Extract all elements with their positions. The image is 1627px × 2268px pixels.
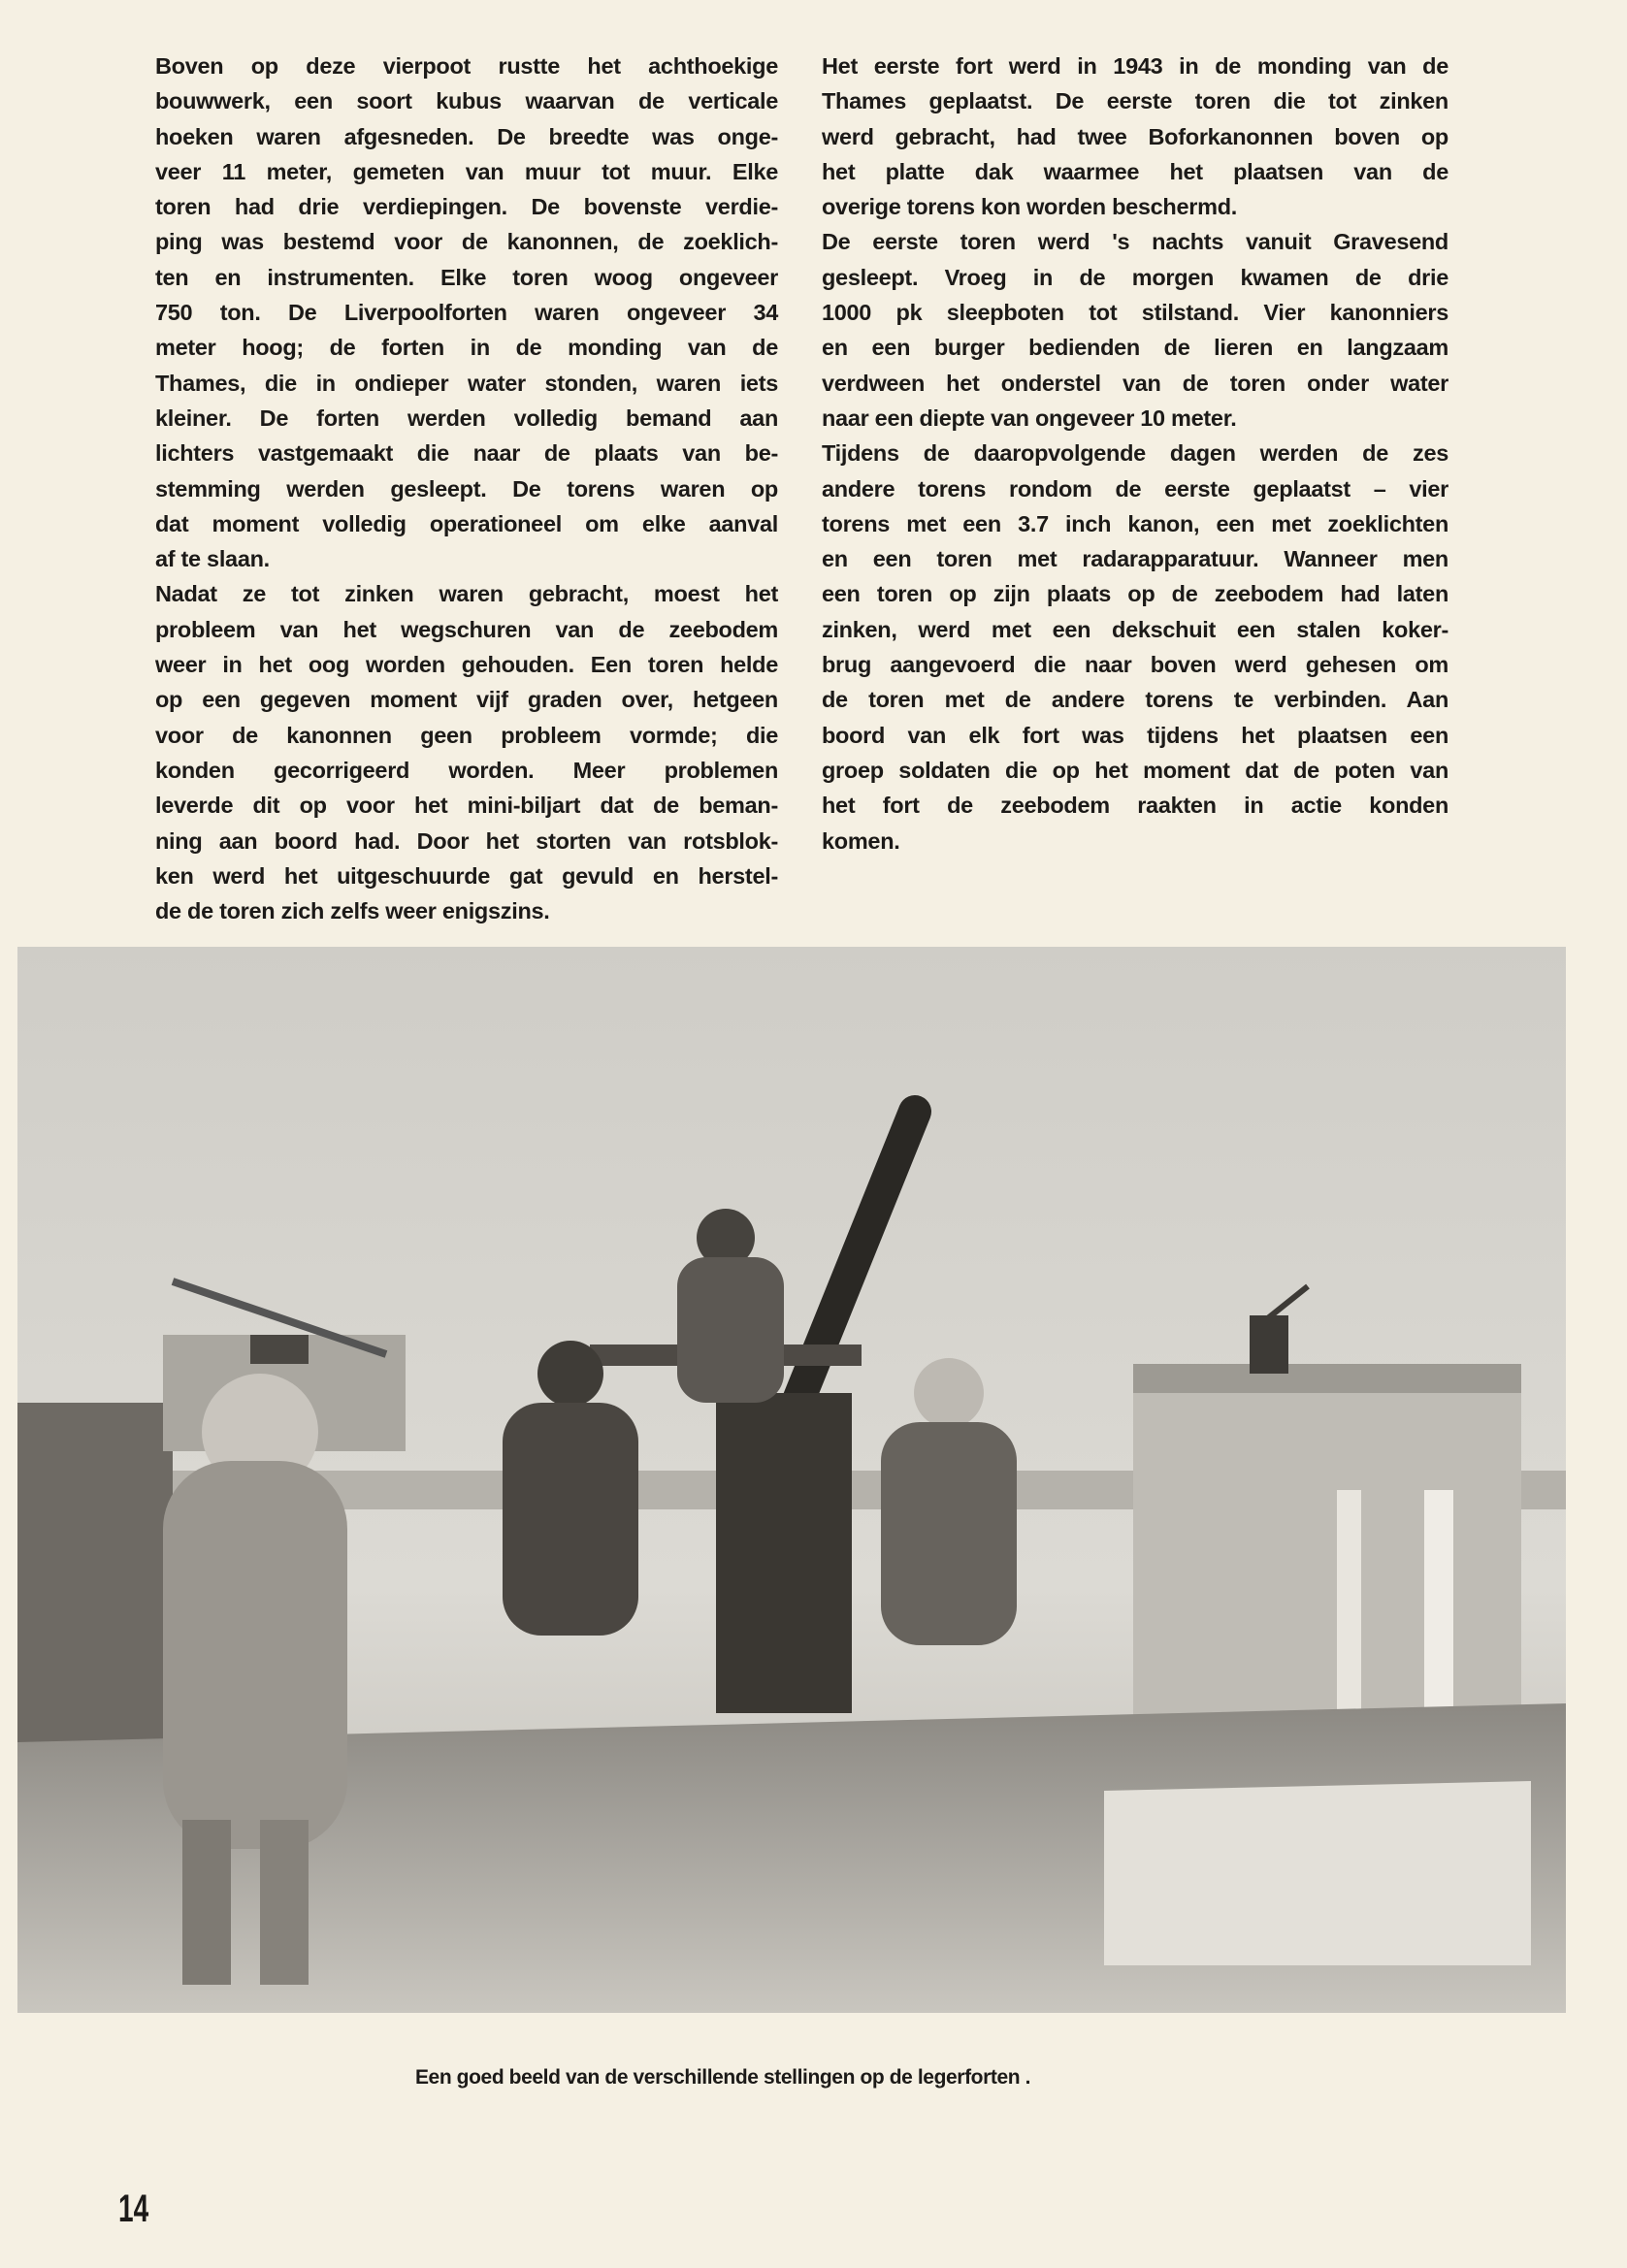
text-line: Thames geplaatst. De eerste toren die tot zinken (822, 88, 1448, 114)
text-line: en een burger bedienden de lieren en langzaam (822, 335, 1448, 361)
text-line: op een gegeven moment vijf graden over, hetgeen (155, 687, 778, 713)
text-line: torens met een 3.7 inch kanon, een met zoeklichten (822, 510, 1448, 536)
text-line: 750 ton. De Liverpoolforten waren ongeveer 34 (155, 300, 778, 326)
text-line: bouwwerk, een soort kubus waarvan de verticale (155, 88, 778, 114)
text-line: lichters vastgemaakt die naar de plaats van be- (155, 440, 778, 467)
text-line: brug aangevoerd die naar boven werd gehesen om (822, 652, 1448, 678)
text-line: af te slaan. (155, 546, 270, 572)
text-line: werd gebracht, had twee Boforkanonnen boven op (822, 123, 1448, 149)
text-line: dat moment volledig operationeel om elke aanval (155, 510, 778, 536)
text-line: hoeken waren afgesneden. De breedte was onge- (155, 123, 778, 149)
text-line: en een toren met radarapparatuur. Wanneer men (822, 546, 1448, 572)
text-line: verdween het onderstel van de toren onder water (822, 370, 1448, 396)
text-line: de de toren zich zelfs weer enigszins. (155, 898, 550, 924)
text-line: het fort de zeebodem raakten in actie konden (822, 793, 1448, 819)
text-line: Tijdens de daaropvolgende dagen werden de zes (822, 440, 1448, 467)
text-line: andere torens rondom de eerste geplaatst – vier (822, 475, 1448, 502)
photo-anti-aircraft-gun-crew (17, 947, 1566, 2013)
text-line: De eerste toren werd 's nachts vanuit Gravesend (822, 229, 1448, 255)
text-line: weer in het oog worden gehouden. Een toren helde (155, 652, 778, 678)
paragraph (822, 224, 1448, 436)
text-line: kleiner. De forten werden volledig bemand aan (155, 405, 778, 431)
text-line: leverde dit op voor het mini-biljart dat de beman- (155, 793, 778, 819)
text-line: toren had drie verdiepingen. De bovenste verdie- (155, 194, 778, 220)
text-line: komen. (822, 827, 900, 854)
text-line: het platte dak waarmee het plaatsen van de (822, 158, 1448, 184)
left-text-column (155, 49, 778, 928)
text-line: Nadat ze tot zinken waren gebracht, moest het (155, 581, 778, 607)
text-line: voor de kanonnen geen probleem vormde; die (155, 722, 778, 748)
paragraph (155, 49, 778, 576)
text-line: veer 11 meter, gemeten van muur tot muur. Elke (155, 158, 778, 184)
text-line: Thames, die in ondieper water stonden, waren iets (155, 370, 778, 396)
text-line: een toren op zijn plaats op de zeebodem had laten (822, 581, 1448, 607)
text-line: overige torens kon worden beschermd. (822, 194, 1237, 220)
page-number: 14 (118, 2187, 149, 2230)
text-line: naar een diepte van ongeveer 10 meter. (822, 405, 1237, 431)
text-line: meter hoog; de forten in de monding van de (155, 335, 778, 361)
paragraph (822, 436, 1448, 859)
text-line: zinken, werd met een dekschuit een stalen koker- (822, 616, 1448, 642)
text-line: groep soldaten die op het moment dat de poten van (822, 757, 1448, 783)
text-line: ping was bestemd voor de kanonnen, de zoeklich- (155, 229, 778, 255)
text-line: Het eerste fort werd in 1943 in de monding van de (822, 53, 1448, 79)
text-line: ning aan boord had. Door het storten van rotsblok- (155, 827, 778, 854)
paragraph (822, 49, 1448, 224)
text-line: de toren met de andere torens te verbinden. Aan (822, 687, 1448, 713)
text-line: stemming werden gesleept. De torens waren op (155, 475, 778, 502)
photo-caption: Een goed beeld van de verschillende stellingen op de legerforten . (414, 2066, 1031, 2089)
text-line: boord van elk fort was tijdens het plaatsen een (822, 722, 1448, 748)
text-line: gesleept. Vroeg in de morgen kwamen de drie (822, 264, 1448, 290)
text-line: 1000 pk sleepboten tot stilstand. Vier kanonniers (822, 300, 1448, 326)
text-line: ten en instrumenten. Elke toren woog ongeveer (155, 264, 778, 290)
text-line: probleem van het wegschuren van de zeebodem (155, 616, 778, 642)
paragraph (155, 576, 778, 928)
text-line: Boven op deze vierpoot rustte het achthoekige (155, 53, 778, 79)
text-line: ken werd het uitgeschuurde gat gevuld en herstel- (155, 862, 778, 889)
right-text-column (822, 49, 1448, 859)
text-line: konden gecorrigeerd worden. Meer problemen (155, 757, 778, 783)
